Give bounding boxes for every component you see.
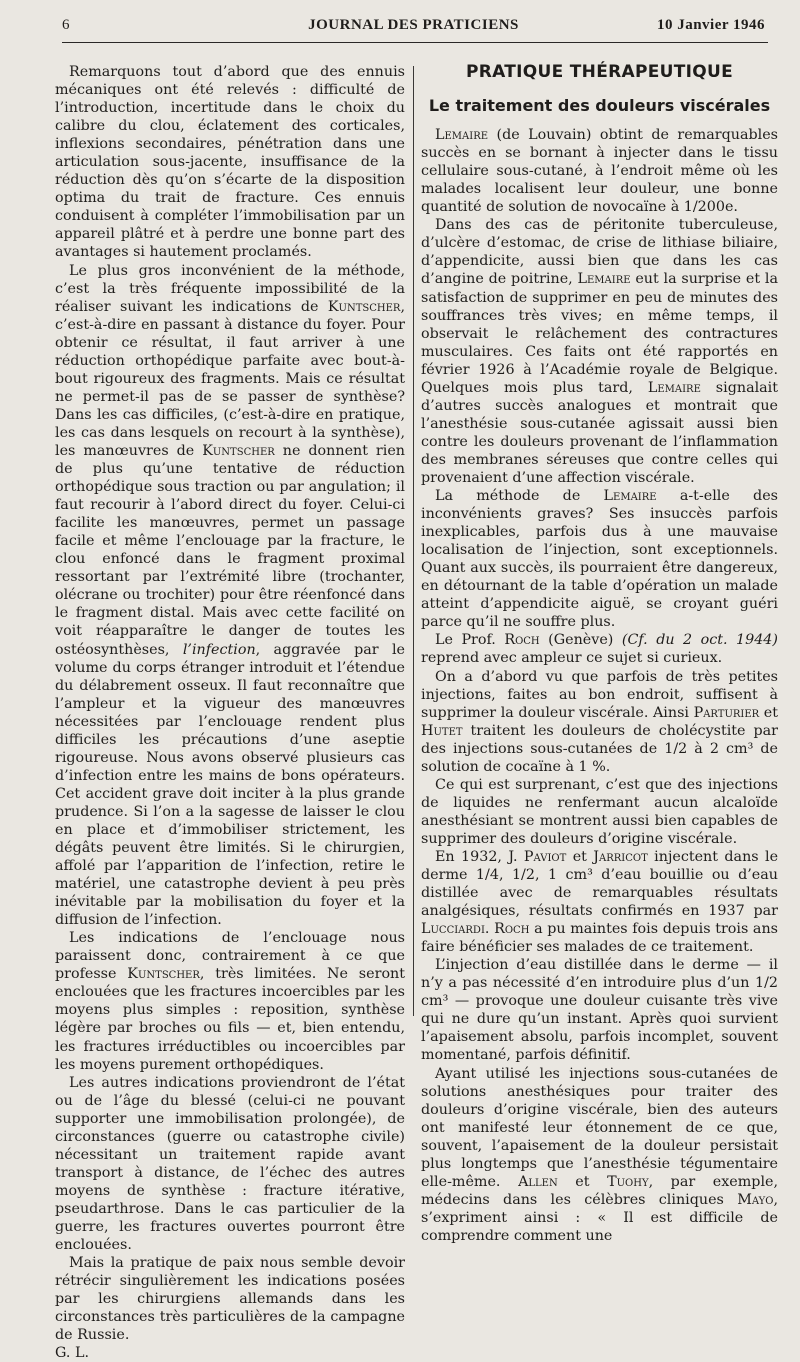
page-number: 6 — [62, 17, 70, 33]
paragraph: La méthode de Lemaire a-t-elle des inconvénients graves? Ses insuccès parfois inexplicables, parfois dus à une mauvaise localisation de l’injection, sont exceptionnels. Quant aux succès, ils pourraient être dangereux, en détournant de la table d’opération un malade atteint d’appendicite aiguë, se croyant guéri parce qu’il ne souffre plus. — [421, 488, 778, 631]
paragraph: On a d’abord vu que parfois de très petites injections, faites au bon endroit, suffisent à supprimer la douleur viscérale. Ainsi Parturier et Hutet traitent les douleurs de cholécystite par des injections sous-cutanées de 1/2 à 2 cm³ de solution de cocaïne à 1 %. — [421, 668, 779, 775]
journal-title: JOURNAL DES PRATICIENS — [308, 17, 519, 33]
signature: G. L. — [55, 1345, 90, 1362]
author-name: Kuntscher — [202, 442, 275, 459]
author-name: Lemaire — [435, 127, 489, 144]
author-name: Kuntscher — [127, 966, 200, 983]
author-name: Jarricot — [593, 848, 648, 865]
paragraph: Le plus gros inconvénient de la méthode, c’est la très fréquente impossibilité de la réaliser suivant les indications de Kuntscher, c’est-à-dire en passant à distance du foyer. Pour obtenir ce résultat, il faut arriver à une réduction orthopédique parfaite avec bout-à-bout rigoureux des fragments. Mais ce résultat ne permet-il pas de se passer de synthèse? Dans les cas difficiles, (c’est-à-dire en pratique, les cas dans lesquels on recourt à la synthèse), les manœuvres de Kuntscher ne donnent rien de plus qu’une tentative de réduction orthopédique sous traction ou par angulation; il faut recourir à l’abord direct du foyer. Celui-ci facilite les manœuvres, permet un passage facile et même l’enclouage par la fracture, le clou enfoncé dans le fragment proximal ressortant par l’extrémité libre (trochanter, olécrane ou trochiter) pour être réenfoncé dans le fragment distal. Mais avec cette facilité on voit réapparaître le danger de toutes les ostéosynthèses, l’infection, aggravée par le volume du corps étranger introduit et l’étendue du délabrement osseux. Il faut reconnaître que l’ampleur et la vigueur des manœuvres nécessitées par l’enclouage rendent plus difficiles les précautions d’une aseptie rigoureuse. Nous avons observé plusieurs cas d’infection entre les mains de bons opérateurs. Cet accident grave doit inciter à la plus grande prudence. Si l’on a la sagesse de laisser le clou en place et d’immobiliser strictement, les dégâts peuvent être limités. Si le chirurgien, affolé par l’apparition de l’infection, retire le matériel, une catastrophe devient à peu près inévitable par la mobilisation du foyer et la diffusion de l’infection. — [55, 262, 406, 929]
author-name: Paviot — [523, 848, 567, 865]
left-column — [55, 63, 405, 1362]
author-name: Kuntscher — [327, 298, 401, 315]
author-name: Mayo — [737, 1191, 774, 1208]
emphasis: l’infection — [182, 641, 256, 658]
paragraph: Ayant utilisé les injections sous-cutanées de solutions anesthésiques pour traiter des douleurs d’origine viscérale, bien des auteurs ont manifesté leur étonnement de ce que, souvent, l’apaisement de la douleur persistait plus longtemps que l’anesthésie tégumentaire elle-même. Allen et Tuohy, par exemple, médecins dans les célèbres cliniques Mayo, s’expriment ainsi : « Il est difficile de comprendre comment une — [421, 1065, 779, 1244]
paragraph: Le Prof. Roch (Genève) (Cf. du 2 oct. 1944) reprend avec ampleur ce sujet si curieux. — [421, 632, 778, 667]
author-name: Roch — [504, 632, 540, 649]
author-name: Lemaire — [647, 379, 701, 396]
paragraph: En 1932, J. Paviot et Jarricot injectent dans le derme 1/4, 1/2, 1 cm³ d’eau bouillie ou d’eau distillée avec de remarquables résultats analgésiques, résultats confirmés en 1937 par Lucciardi. Roch a pu maintes fois depuis trois ans faire bénéficier ses malades de ce traitement. — [421, 848, 779, 956]
paragraph: Les autres indications proviendront de l’état ou de l’âge du blessé (celui-ci ne pouvant supporter une immobilisation prolongée), de circonstances (guerre ou catastrophe civile) nécessitant un traitement rapide avant transport à distance, de l’échec des autres moyens de synthèse : fracture itérative, pseudarthrose. Dans le cas particulier de la guerre, les fractures ouvertes pourront être enclouées. — [55, 1074, 405, 1254]
running-header — [62, 17, 765, 39]
header-rule — [62, 42, 768, 43]
paragraph: Les indications de l’enclouage nous paraissent donc, contrairement à ce que professe Kuntscher, très limitées. Ne seront enclouées que les fractures incoercibles par les moyens plus simples : reposition, synthèse légère par broches ou fils — et, bien entendu, les fractures irréductibles ou incoercibles par les moyens purement orthopédiques. — [55, 930, 406, 1073]
paragraph: Lemaire (de Louvain) obtint de remarquables succès en se bornant à injecter dans le tissu cellulaire sous-cutané, à l’endroit même où les malades localisent leur douleur, une bonne quantité de solution de novocaïne à 1/200e. — [421, 127, 778, 216]
author-name: Lemaire — [577, 271, 631, 288]
author-name: Allen — [518, 1173, 558, 1190]
author-name: Tuohy — [607, 1173, 649, 1190]
author-name: Lucciardi — [421, 921, 485, 938]
paragraph: Dans des cas de péritonite tuberculeuse, d’ulcère d’estomac, de crise de lithiase biliaire, d’appendicite, aussi bien que dans les cas d’angine de poitrine, Lemaire eut la surprise et la satisfaction de supprimer en peu de minutes des souffrances très vives; en même temps, il observait le relâchement des contractures musculaires. Ces faits ont été rapportés en février 1926 à l’Académie royale de Belgique. Quelques mois plus tard, Lemaire signalait d’autres succès analogues et montrait que l’anesthésie sous-cutanée agissait aussi bien contre les douleurs provenant de l’inflammation des membranes séreuses que contre celles qui provenaient d’une affection viscérale. — [421, 217, 779, 486]
author-name: Hutet — [421, 722, 463, 739]
article-title: Le traitement des douleurs viscérales — [428, 96, 771, 116]
paragraph: Ce qui est surprenant, c’est que des injections de liquides ne renfermant aucun alcaloïde anesthésiant se montrent aussi bien capables de supprimer des douleurs d’origine viscérale. — [421, 776, 778, 847]
column-divider — [413, 66, 414, 1016]
author-name: Lemaire — [603, 488, 657, 505]
author-name: Parturier — [693, 704, 760, 721]
citation: (Cf. du 2 oct. 1944) — [621, 632, 778, 649]
section-rubric: PRATIQUE THÉRAPEUTIQUE — [465, 62, 734, 82]
right-column — [421, 63, 778, 1245]
author-name: Roch — [494, 921, 530, 938]
paragraph: Remarquons tout d’abord que des ennuis mécaniques ont été relevés : difficulté de l’introduction, incertitude dans le choix du calibre du clou, éclatement des corticales, inflexions secondaires, pénétration dans une articulation sous-jacente, insuffisance de la réduction dès qu’on s’écarte de la disposition optima du trait de fracture. Ces ennuis conduisent à compléter l’immobilisation par un appareil plâtré et à perdre une bonne part des avantages si hautement proclamés. — [55, 64, 405, 261]
issue-date: 10 Janvier 1946 — [656, 17, 765, 33]
paragraph: Mais la pratique de paix nous semble devoir rétrécir singulièrement les indications posées par les chirurgiens allemands dans les circonstances très particulières de la campagne de Russie. — [55, 1255, 405, 1344]
paragraph: L’injection d’eau distillée dans le derme — il n’y a pas nécessité d’en introduire plus d’un 1/2 cm³ — provoque une douleur cuisante très vive qui ne dure qu’un instant. Après quoi survient l’apaisement absolu, parfois incomplet, souvent momentané, parfois définitif. — [421, 957, 778, 1064]
